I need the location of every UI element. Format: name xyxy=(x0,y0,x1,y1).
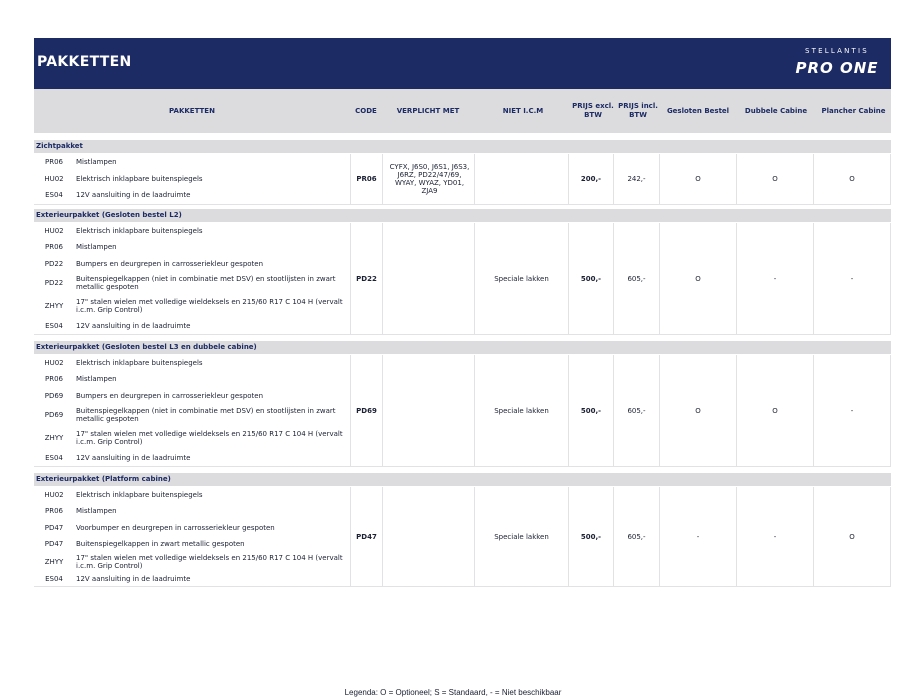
package-values xyxy=(350,487,890,586)
item-description: Elektrisch inklapbare buitenspiegels xyxy=(76,491,203,499)
col-dubbele: Dubbele Cabine xyxy=(744,106,808,115)
pkg-dubbele: - xyxy=(737,223,814,334)
item-description: Bumpers en deurgrepen in carrosseriekleur gespoten xyxy=(76,259,264,268)
pkg-code: PD47 xyxy=(351,487,383,586)
legend: Legenda: O = Optioneel; S = Standaard, - = Niet beschikbaar xyxy=(344,688,562,697)
item-description: Bumpers en deurgrepen in carrosseriekleur gespoten xyxy=(76,391,264,400)
pkg-niet xyxy=(475,154,569,204)
item-code: PR06 xyxy=(45,507,63,515)
pkg-niet: Speciale lakken xyxy=(475,355,569,466)
pkg-prijs-incl: 242,- xyxy=(614,154,660,204)
item-description: Buitenspiegelkappen (niet in combinatie met DSV) en stootlijsten in zwart metallic gespoten xyxy=(76,275,336,291)
col-code: CODE xyxy=(355,106,377,115)
section-header: Zichtpakket xyxy=(34,140,891,153)
section-header: Exterieurpakket (Gesloten bestel L2) xyxy=(34,209,891,222)
item-description: Voorbumper en deurgrepen in carrosseriekleur gespoten xyxy=(76,523,275,532)
page-title: PAKKETTEN xyxy=(37,54,132,70)
pkg-gesloten: - xyxy=(660,487,737,586)
package-values xyxy=(350,154,890,204)
col-pakketten: PAKKETTEN xyxy=(169,106,215,115)
item-description: 17" stalen wielen met volledige wieldeksels en 215/60 R17 C 104 H (vervalt i.c.m. Grip Control) xyxy=(76,553,343,570)
table-row xyxy=(34,170,350,187)
item-description: 12V aansluiting in de laadruimte xyxy=(76,322,191,330)
pkg-prijs-incl: 605,- xyxy=(614,355,660,466)
table-row xyxy=(34,223,350,239)
logo-brand: STELLANTIS xyxy=(805,47,869,55)
item-code: ES04 xyxy=(45,322,63,330)
pkg-code: PD22 xyxy=(351,223,383,334)
item-code: PD69 xyxy=(44,411,64,419)
item-description: Mistlampen xyxy=(76,375,117,383)
section-divider xyxy=(34,586,891,587)
package-values xyxy=(350,355,890,466)
pkg-plancher: O xyxy=(814,154,891,204)
item-description: 12V aansluiting in de laadruimte xyxy=(76,574,191,583)
pkg-verplicht: CYFX, J6S0, J6S1, J6S3, J6RZ, PD22/47/69, WYAY, WYAZ, YD01, ZJA9 xyxy=(385,154,475,204)
section-header: Exterieurpakket (Gesloten bestel L3 en dubbele cabine) xyxy=(34,341,891,354)
item-code: HU02 xyxy=(44,491,64,499)
table-row xyxy=(34,187,350,203)
table-row xyxy=(34,255,350,272)
table-row xyxy=(34,571,350,586)
item-description: 12V aansluiting in de laadruimte xyxy=(76,191,191,199)
item-code: PR06 xyxy=(45,243,63,251)
table-row xyxy=(34,552,350,571)
pkg-prijs-excl: 200,- xyxy=(569,154,614,204)
item-description: 12V aansluiting in de laadruimte xyxy=(76,454,191,462)
section-divider xyxy=(34,334,891,335)
col-prijs-incl: PRIJS incl. BTW xyxy=(618,102,658,119)
stellantis-pro-one-logo xyxy=(795,46,879,82)
section-divider xyxy=(34,466,891,467)
item-code: PD47 xyxy=(44,540,64,548)
col-verplicht: VERPLICHT MET xyxy=(396,106,460,115)
table-row xyxy=(34,294,350,318)
table-row xyxy=(34,519,350,536)
table-row xyxy=(34,487,350,503)
pkg-gesloten: O xyxy=(660,154,737,204)
item-code: ES04 xyxy=(45,454,63,462)
table-row xyxy=(34,272,350,294)
item-code: ES04 xyxy=(45,574,63,583)
pkg-prijs-excl: 500,- xyxy=(569,223,614,334)
col-prijs-excl: PRIJS excl. BTW xyxy=(572,102,614,119)
pkg-niet: Speciale lakken xyxy=(475,487,569,586)
pkg-code: PR06 xyxy=(351,154,383,204)
item-code: ES04 xyxy=(45,191,63,199)
pkg-verplicht xyxy=(385,223,475,334)
section-divider xyxy=(34,204,891,205)
item-code: HU02 xyxy=(44,227,64,235)
table-row xyxy=(34,426,350,450)
table-row xyxy=(34,503,350,519)
table-row xyxy=(34,154,350,170)
item-code: PD22 xyxy=(44,279,64,287)
item-description: 17" stalen wielen met volledige wieldeksels en 215/60 R17 C 104 H (vervalt i.c.m. Grip Control) xyxy=(76,298,343,314)
pkg-prijs-incl: 605,- xyxy=(614,487,660,586)
pkg-prijs-excl: 500,- xyxy=(569,355,614,466)
table-row xyxy=(34,536,350,552)
item-code: PR06 xyxy=(45,375,63,383)
pkg-dubbele: O xyxy=(737,154,814,204)
item-description: Elektrisch inklapbare buitenspiegels xyxy=(76,174,203,183)
item-code: PR06 xyxy=(45,158,63,166)
item-description: Mistlampen xyxy=(76,243,117,251)
table-row xyxy=(34,450,350,466)
pkg-gesloten: O xyxy=(660,355,737,466)
pkg-gesloten: O xyxy=(660,223,737,334)
col-plancher: Plancher Cabine xyxy=(821,106,886,115)
item-code: PD47 xyxy=(44,523,64,532)
pkg-plancher: - xyxy=(814,223,891,334)
item-code: PD69 xyxy=(44,391,64,400)
page-banner xyxy=(34,38,891,89)
pkg-dubbele: O xyxy=(737,355,814,466)
table-row xyxy=(34,239,350,255)
pkg-dubbele: - xyxy=(737,487,814,586)
item-description: Mistlampen xyxy=(76,158,117,166)
pkg-prijs-excl: 500,- xyxy=(569,487,614,586)
table-header xyxy=(34,89,891,133)
item-code: ZHYY xyxy=(44,302,64,310)
table-row xyxy=(34,318,350,334)
item-description: 17" stalen wielen met volledige wieldeksels en 215/60 R17 C 104 H (vervalt i.c.m. Grip Control) xyxy=(76,430,343,446)
logo-sub: PRO ONE xyxy=(795,59,879,77)
pkg-prijs-incl: 605,- xyxy=(614,223,660,334)
pkg-verplicht xyxy=(385,355,475,466)
item-code: HU02 xyxy=(44,174,64,183)
table-row xyxy=(34,387,350,404)
col-gesloten: Gesloten Bestel xyxy=(666,106,730,115)
item-code: HU02 xyxy=(44,359,64,367)
item-description: Mistlampen xyxy=(76,507,117,515)
item-description: Buitenspiegelkappen (niet in combinatie met DSV) en stootlijsten in zwart metallic gespoten xyxy=(76,407,336,423)
pkg-plancher: - xyxy=(814,355,891,466)
pkg-plancher: O xyxy=(814,487,891,586)
table-row xyxy=(34,355,350,371)
pkg-niet: Speciale lakken xyxy=(475,223,569,334)
item-description: Buitenspiegelkappen in zwart metallic gespoten xyxy=(76,540,245,548)
item-description: Elektrisch inklapbare buitenspiegels xyxy=(76,359,203,367)
package-values xyxy=(350,223,890,334)
table-row xyxy=(34,371,350,387)
item-code: ZHYY xyxy=(44,557,64,566)
pkg-code: PD69 xyxy=(351,355,383,466)
item-description: Elektrisch inklapbare buitenspiegels xyxy=(76,227,203,235)
section-header: Exterieurpakket (Platform cabine) xyxy=(34,473,891,486)
pkg-verplicht xyxy=(385,487,475,586)
item-code: ZHYY xyxy=(44,434,64,442)
col-niet: NIET I.C.M xyxy=(502,106,544,115)
table-row xyxy=(34,404,350,426)
item-code: PD22 xyxy=(44,259,64,268)
